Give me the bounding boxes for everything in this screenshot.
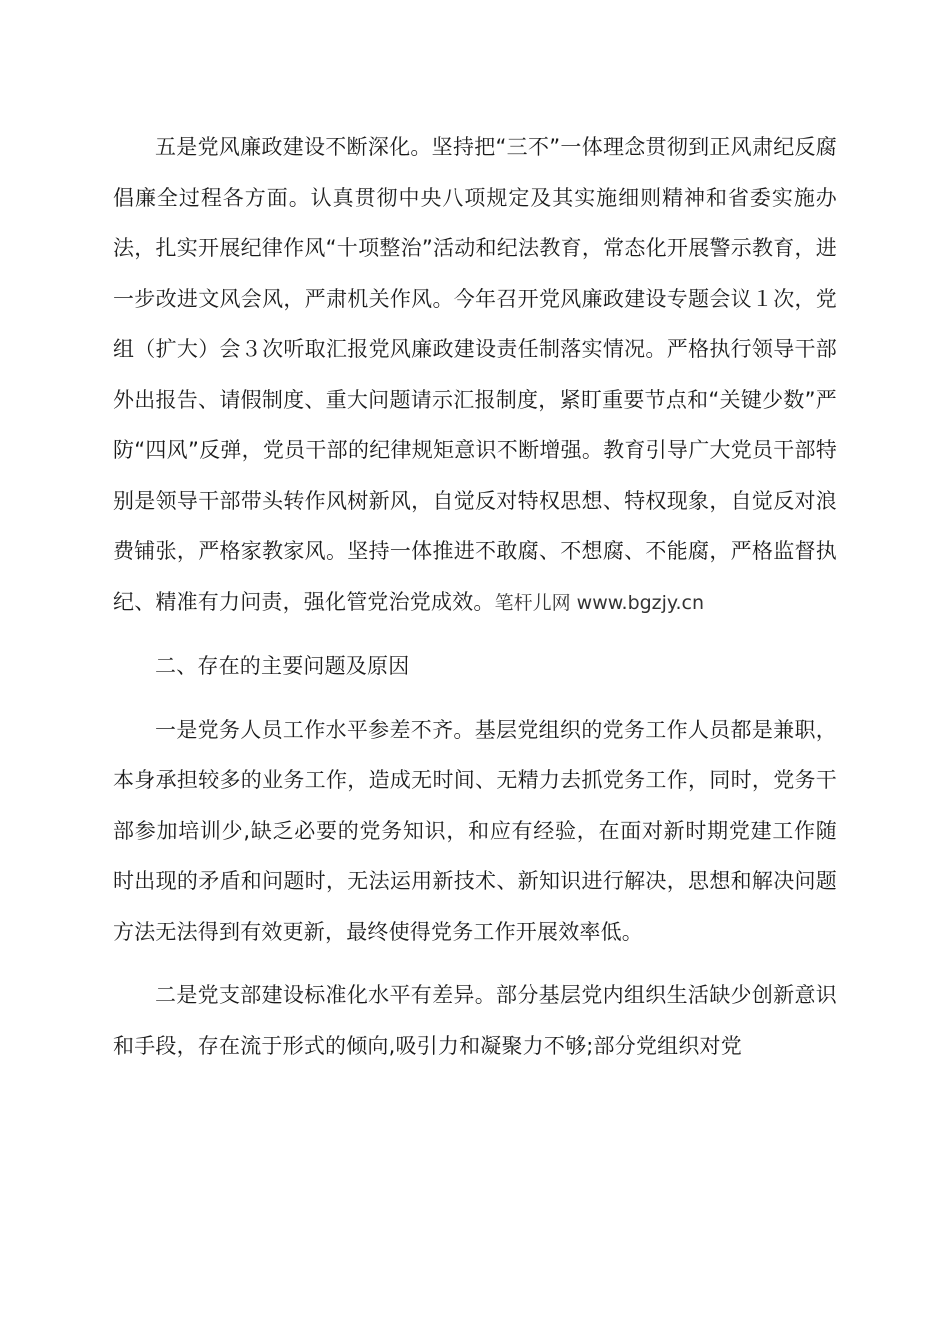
- paragraph-text: 五是党风廉政建设不断深化。坚持把“三不”一体理念贯彻到正风肃纪反腐倡廉全过程各方面。认真贯彻中央八项规定及其实施细则精神和省委实施办法，扎实开展纪律作风“十项整治”活动和纪法教育，常态化开展警示教育，进一步改进文风会风，严肃机关作风。今年召开党风廉政建设专题会议１次，党组（扩大）会３次听取汇报党风廉政建设责任制落实情况。严格执行领导干部外出报告、请假制度、重大问题请示汇报制度，紧盯重要节点和“关键少数”严防“四风”反弹，党员干部的纪律规矩意识不断增强。教育引导广大党员干部特别是领导干部带头转作风树新风，自觉反对特权思想、特权现象，自觉反对浪费铺张，严格家教家风。坚持一体推进不敢腐、不想腐、不能腐，严格监督执纪、精准有力问责，强化管党治党成效。: [113, 135, 837, 614]
- section-heading: 二、存在的主要问题及原因: [155, 654, 410, 678]
- paragraph-problem-2: 二是党支部建设标准化水平有差异。部分基层党内组织生活缺少创新意识和手段，存在流于形式的倾向,吸引力和凝聚力不够;部分党组织对党: [113, 983, 837, 1058]
- paragraph-problem-1: 一是党务人员工作水平参差不齐。基层党组织的党务工作人员都是兼职，本身承担较多的业务工作，造成无时间、无精力去抓党务工作，同时，党务干部参加培训少,缺乏必要的党务知识，和应有经验，在面对新时期党建工作随时出现的矛盾和问题时，无法运用新技术、新知识进行解决，思想和解决问题方法无法得到有效更新，最终使得党务工作开展效率低。: [113, 717, 837, 944]
- paragraph-party-conduct: [113, 122, 837, 628]
- document-page: [113, 122, 837, 1071]
- watermark-text: 笔杆儿网 www.bgzjy.cn: [494, 591, 704, 614]
